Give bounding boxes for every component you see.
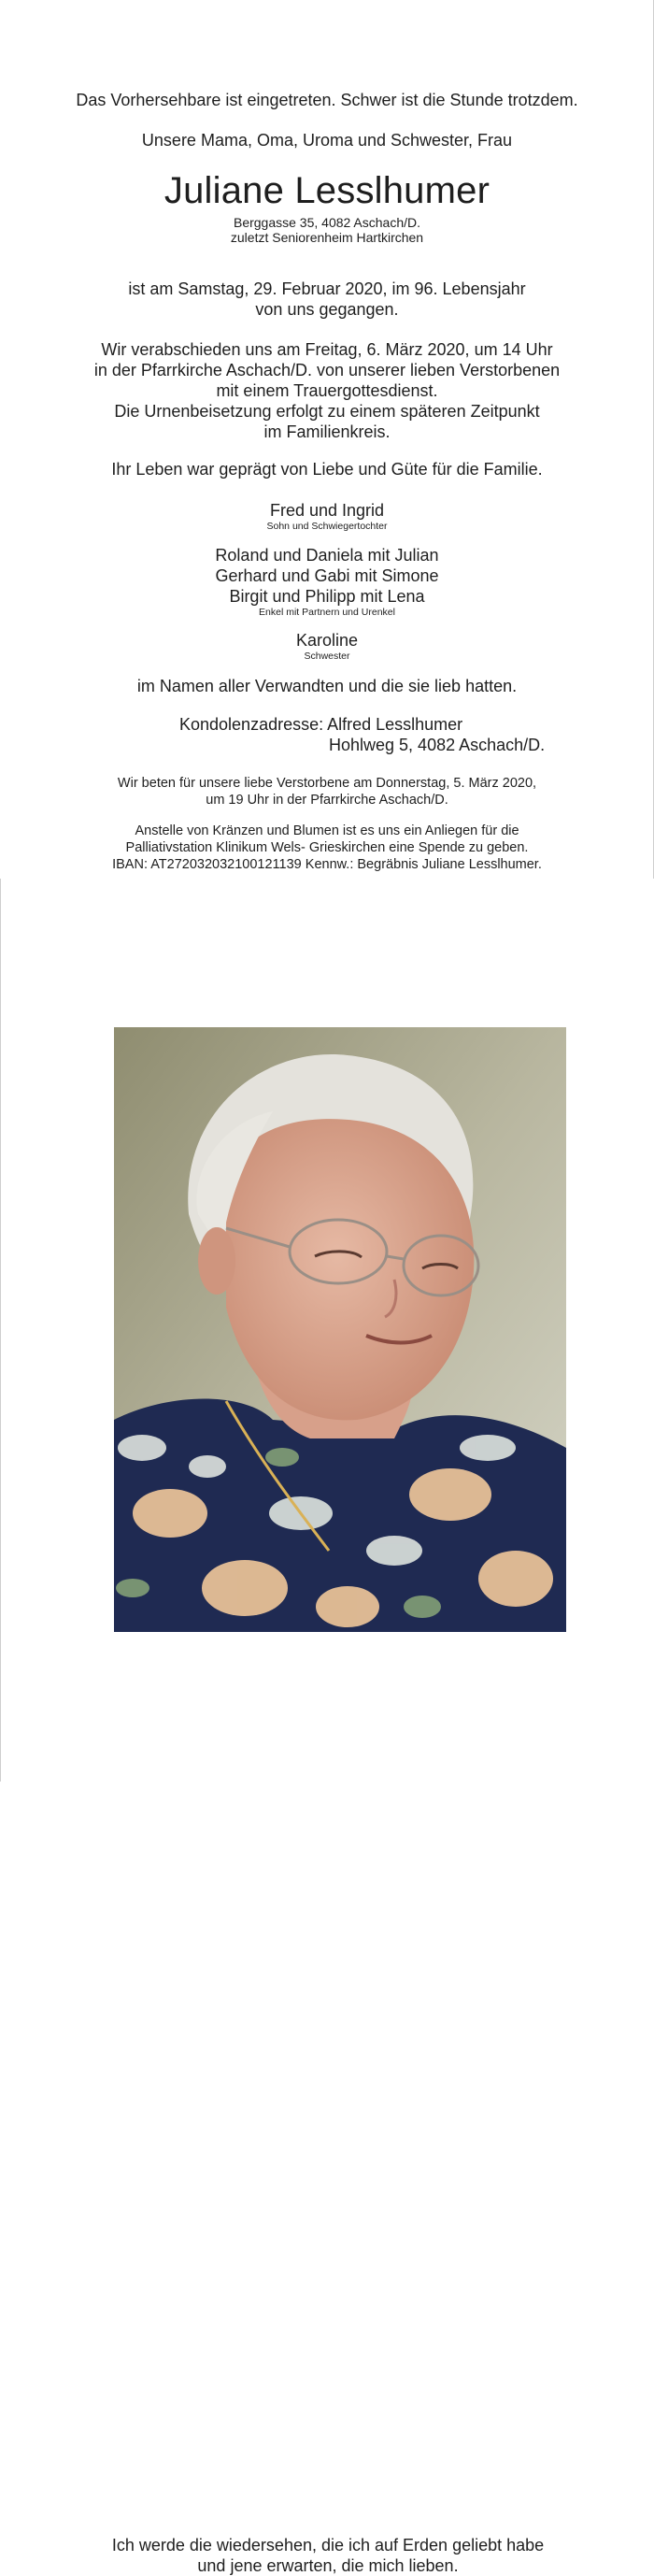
quote-text — [1, 2535, 654, 2576]
text-line: Wir beten für unsere liebe Verstorbene am Donnerstag, 5. März 2020, — [117, 776, 537, 791]
text-line: Die Urnenbeisetzung erfolgt zu einem späteren Zeitpunkt — [114, 402, 540, 421]
text-line: ist am Samstag, 29. Februar 2020, im 96. Lebensjahr — [128, 279, 526, 298]
quote-line: Ich werde die wiedersehen, die ich auf Erden geliebt habe — [111, 2536, 545, 2555]
farewell-text — [0, 339, 654, 442]
text-line: um 19 Uhr in der Pfarrkirche Aschach/D. — [206, 793, 448, 808]
relation-text: Unsere Mama, Oma, Uroma und Schwester, Frau — [141, 131, 513, 150]
text-line: mit einem Trauergottesdienst. — [216, 381, 438, 400]
mourner-names: Karoline — [295, 631, 359, 650]
mourner-group — [0, 500, 654, 533]
portrait-photo — [114, 1027, 566, 1632]
condolence-label: Kondolenzadresse: Alfred Lesslhumer — [179, 715, 463, 734]
tribute-text: Ihr Leben war geprägt von Liebe und Güte für die Familie. — [111, 460, 543, 479]
text-line: im Familienkreis. — [263, 422, 391, 441]
mourner-names: Gerhard und Gabi mit Simone — [215, 566, 439, 585]
mourner-role: Enkel mit Partnern und Urenkel — [259, 607, 395, 618]
obituary-card-back — [0, 879, 654, 2575]
text-line: Palliativstation Klinikum Wels- Grieskirchen eine Spende zu geben. — [125, 840, 529, 855]
address-line: zuletzt Seniorenheim Hartkirchen — [230, 230, 424, 245]
condolence-address: Hohlweg 5, 4082 Aschach/D. — [329, 736, 546, 754]
text-line: Wir verabschieden uns am Freitag, 6. März 2020, um 14 Uhr — [101, 340, 553, 359]
address-line: Berggasse 35, 4082 Aschach/D. — [233, 215, 421, 230]
quote-line: und jene erwarten, die mich lieben. — [197, 2556, 459, 2575]
text-line: IBAN: AT272032032100121139 Kennw.: Begräbnis Juliane Lesslhumer. — [112, 857, 542, 872]
on-behalf-text: im Namen aller Verwandten und die sie lieb hatten. — [136, 677, 518, 695]
prayer-text — [0, 775, 654, 809]
passing-text — [0, 279, 654, 320]
mourner-role: Sohn und Schwiegertochter — [266, 521, 388, 532]
mourner-names: Fred und Ingrid — [269, 501, 385, 520]
mourner-names: Roland und Daniela mit Julian — [215, 546, 439, 565]
donation-text — [0, 823, 654, 873]
mourner-names: Birgit und Philipp mit Lena — [229, 587, 425, 606]
intro-text: Das Vorhersehbare ist eingetreten. Schwer ist die Stunde trotzdem. — [76, 91, 578, 109]
mourner-group — [0, 630, 654, 663]
obituary-card-front — [0, 0, 654, 879]
text-line: von uns gegangen. — [255, 300, 399, 319]
mourner-group — [0, 545, 654, 619]
deceased-name: Juliane Lesslhumer — [164, 170, 490, 211]
deceased-address — [0, 215, 654, 245]
text-line: in der Pfarrkirche Aschach/D. von unserer lieben Verstorbenen — [93, 361, 561, 379]
mourner-role: Schwester — [304, 651, 350, 662]
portrait-illustration — [114, 1027, 566, 1632]
text-line: Anstelle von Kränzen und Blumen ist es uns ein Anliegen für die — [135, 823, 519, 838]
